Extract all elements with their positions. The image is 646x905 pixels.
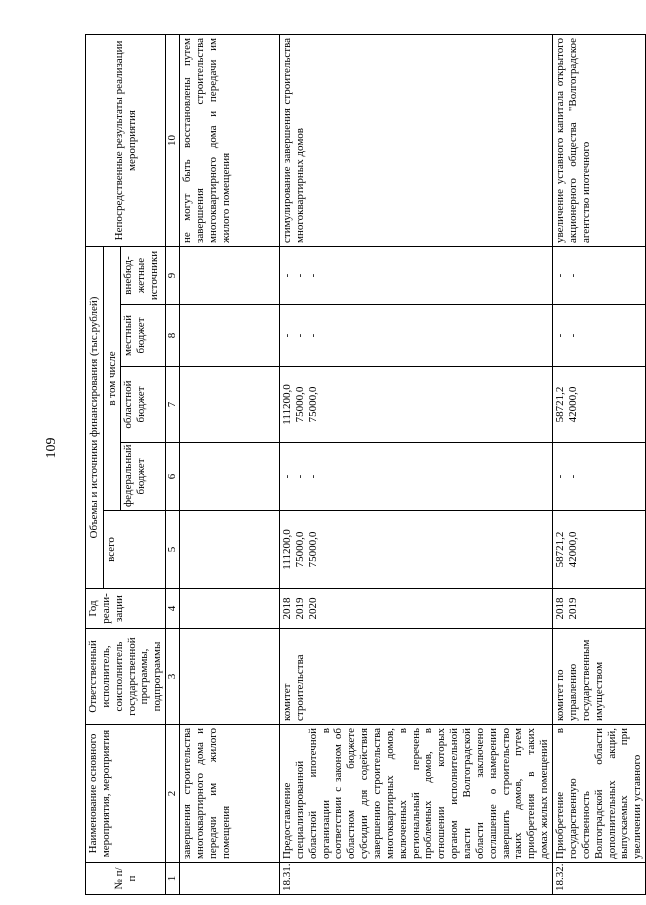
row-federal — [180, 443, 280, 511]
row-regional — [280, 367, 553, 443]
row-offbudget — [553, 246, 646, 304]
year-value: 2019 — [566, 597, 579, 620]
column-number: 10 — [166, 34, 180, 246]
local-value: - — [554, 333, 567, 338]
federal-value: - — [293, 474, 306, 479]
row-total — [553, 511, 646, 589]
column-number-row — [166, 34, 180, 894]
row-executor: комитет по управлению государственным имуществом — [553, 629, 646, 725]
regional-value: 75000,0 — [293, 386, 306, 423]
header-name: Наименование основного мероприятия, мероприятия — [86, 725, 166, 863]
page-number: 109 — [44, 437, 59, 459]
row-executor: комитет строительства — [280, 629, 553, 725]
local-value: - — [293, 333, 306, 338]
federal-value: - — [554, 474, 567, 479]
program-activities-table — [85, 34, 646, 895]
row-executor — [180, 629, 280, 725]
row-result: увеличение уставного капитала открытого акционерного общества "Волгоградское агентство ипотечного — [553, 34, 646, 246]
regional-value: 75000,0 — [306, 386, 319, 423]
year-value: 2020 — [306, 597, 319, 620]
total-value: 111200,0 — [281, 529, 294, 570]
offbudget-value: - — [306, 273, 319, 278]
column-number: 2 — [166, 725, 180, 863]
year-value: 2018 — [281, 597, 294, 620]
header-total: всего — [104, 511, 166, 589]
row-regional — [553, 367, 646, 443]
column-number: 8 — [166, 305, 180, 367]
total-value: 58721,2 — [554, 531, 567, 568]
local-value: - — [566, 333, 579, 338]
regional-value: 42000,0 — [566, 386, 579, 423]
row-years — [280, 589, 553, 629]
row-federal — [280, 443, 553, 511]
row-result: не могут быть восстановлены путем завершения строительства многоквартирного дома и передачи им жилого помещения — [180, 34, 280, 246]
row-offbudget — [280, 246, 553, 304]
row-years — [180, 589, 280, 629]
column-number: 4 — [166, 589, 180, 629]
federal-value: - — [566, 474, 579, 479]
column-number: 1 — [166, 863, 180, 895]
row-total — [280, 511, 553, 589]
column-number: 5 — [166, 511, 180, 589]
row-local — [553, 305, 646, 367]
table-row — [180, 34, 280, 894]
header-volumes: Объемы и источники финансирования (тыс.рублей) — [86, 246, 104, 588]
regional-value: 58721,2 — [554, 386, 567, 423]
header-federal: федеральный бюджет — [121, 443, 166, 511]
local-value: - — [281, 333, 294, 338]
row-total — [180, 511, 280, 589]
rotated-page — [85, 35, 644, 895]
row-name: Приобретение в государственную собственность Волгоградской области дополнительных акций, выпускаемых при увеличении уставного — [553, 725, 646, 863]
row-regional — [180, 367, 280, 443]
column-number: 3 — [166, 629, 180, 725]
header-executor: Ответственный исполнитель, соисполнитель государственной программы, подпрограммы — [86, 629, 166, 725]
row-local — [180, 305, 280, 367]
header-including: в том числе — [104, 246, 121, 510]
local-value: - — [306, 333, 319, 338]
header-year: Год реали-зации — [86, 589, 166, 629]
year-value: 2019 — [293, 597, 306, 620]
row-name: Предоставление специализированной областной ипотечной организации в соответствии с законом об областном бюджете субсидии для содействия завершению строительства многоквартирных домов, включенных в региональный перечень проблемных домов, в отношении которых органом исполнительной власти Волгоградской области заключено соглашение о намерении завершить строительство таких домов, путем приобретения в таких домах жилых помещений — [280, 725, 553, 863]
row-local — [280, 305, 553, 367]
year-value: 2018 — [554, 597, 567, 620]
row-name: завершения строительства многоквартирного дома и передачи им жилого помещения — [180, 725, 280, 863]
row-num: 18.31. — [280, 863, 553, 895]
federal-value: - — [281, 474, 294, 479]
offbudget-value: - — [554, 273, 567, 278]
offbudget-value: - — [293, 273, 306, 278]
total-value: 75000,0 — [293, 531, 306, 568]
row-result: стимулирование завершения строительства многоквартирных домов — [280, 34, 553, 246]
column-number: 9 — [166, 246, 180, 304]
total-value: 42000,0 — [566, 531, 579, 568]
row-years — [553, 589, 646, 629]
row-offbudget — [180, 246, 280, 304]
offbudget-value: - — [281, 273, 294, 278]
regional-value: 111200,0 — [281, 384, 294, 425]
header-regional: областной бюджет — [121, 367, 166, 443]
header-results: Непосредственные результаты реализации мероприятия — [86, 34, 166, 246]
column-number: 6 — [166, 443, 180, 511]
header-num: № п/п — [86, 863, 166, 895]
row-federal — [553, 443, 646, 511]
total-value: 75000,0 — [306, 531, 319, 568]
header-local: местный бюджет — [121, 305, 166, 367]
offbudget-value: - — [566, 273, 579, 278]
row-num — [180, 863, 280, 895]
federal-value: - — [306, 474, 319, 479]
table-row — [280, 34, 553, 894]
column-number: 7 — [166, 367, 180, 443]
table-row — [553, 34, 646, 894]
header-offbudget: внебюд-жетные источники — [121, 246, 166, 304]
row-num: 18.32. — [553, 863, 646, 895]
